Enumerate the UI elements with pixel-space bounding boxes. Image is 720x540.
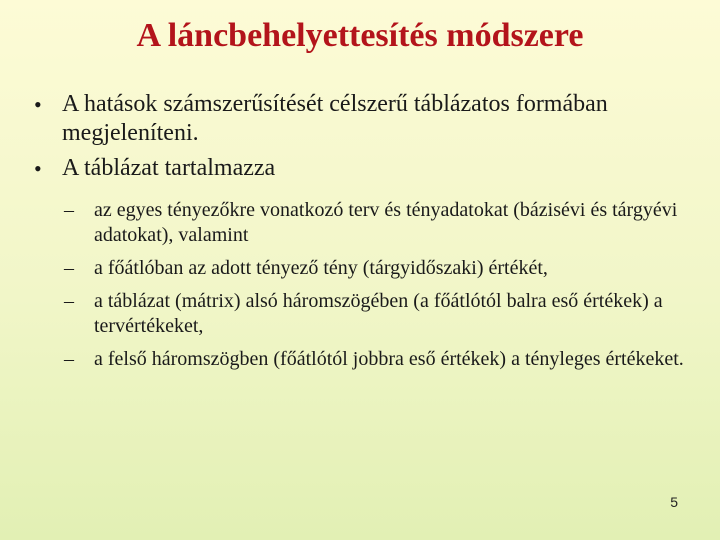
- sub-bullet-item: [64, 289, 694, 339]
- bullet-list: [34, 90, 694, 189]
- dash-marker: –: [64, 257, 74, 279]
- dash-marker: –: [64, 348, 74, 370]
- sub-bullet-text: a felső háromszögben (főátlótól jobbra eső értékek) a tényleges értékeket.: [94, 348, 684, 370]
- sub-bullet-text: a főátlóban az adott tényező tény (tárgyidőszaki) értékét,: [94, 257, 548, 279]
- slide-title: A láncbehelyettesítés módszere: [136, 17, 584, 54]
- bullet-marker: •: [34, 156, 42, 181]
- sub-bullet-list: [64, 198, 694, 380]
- bullet-text: A hatások számszerűsítését célszerű táblázatos formában megjeleníteni.: [62, 91, 608, 146]
- sub-bullet-item: [64, 347, 694, 372]
- dash-marker: –: [64, 290, 74, 312]
- bullet-marker: •: [34, 92, 42, 117]
- sub-bullet-text: az egyes tényezőkre vonatkozó terv és tényadatokat (bázisévi és tárgyévi adatokat), valamint: [94, 199, 678, 246]
- dash-marker: –: [64, 199, 74, 221]
- page-number: 5: [670, 494, 678, 510]
- bullet-item: [34, 154, 694, 183]
- sub-bullet-text: a táblázat (mátrix) alsó háromszögében (a főátlótól balra eső értékek) a tervértékeket,: [94, 290, 663, 337]
- bullet-item: [34, 90, 694, 148]
- sub-bullet-item: [64, 198, 694, 248]
- sub-bullet-item: [64, 256, 694, 281]
- bullet-text: A táblázat tartalmazza: [62, 155, 276, 181]
